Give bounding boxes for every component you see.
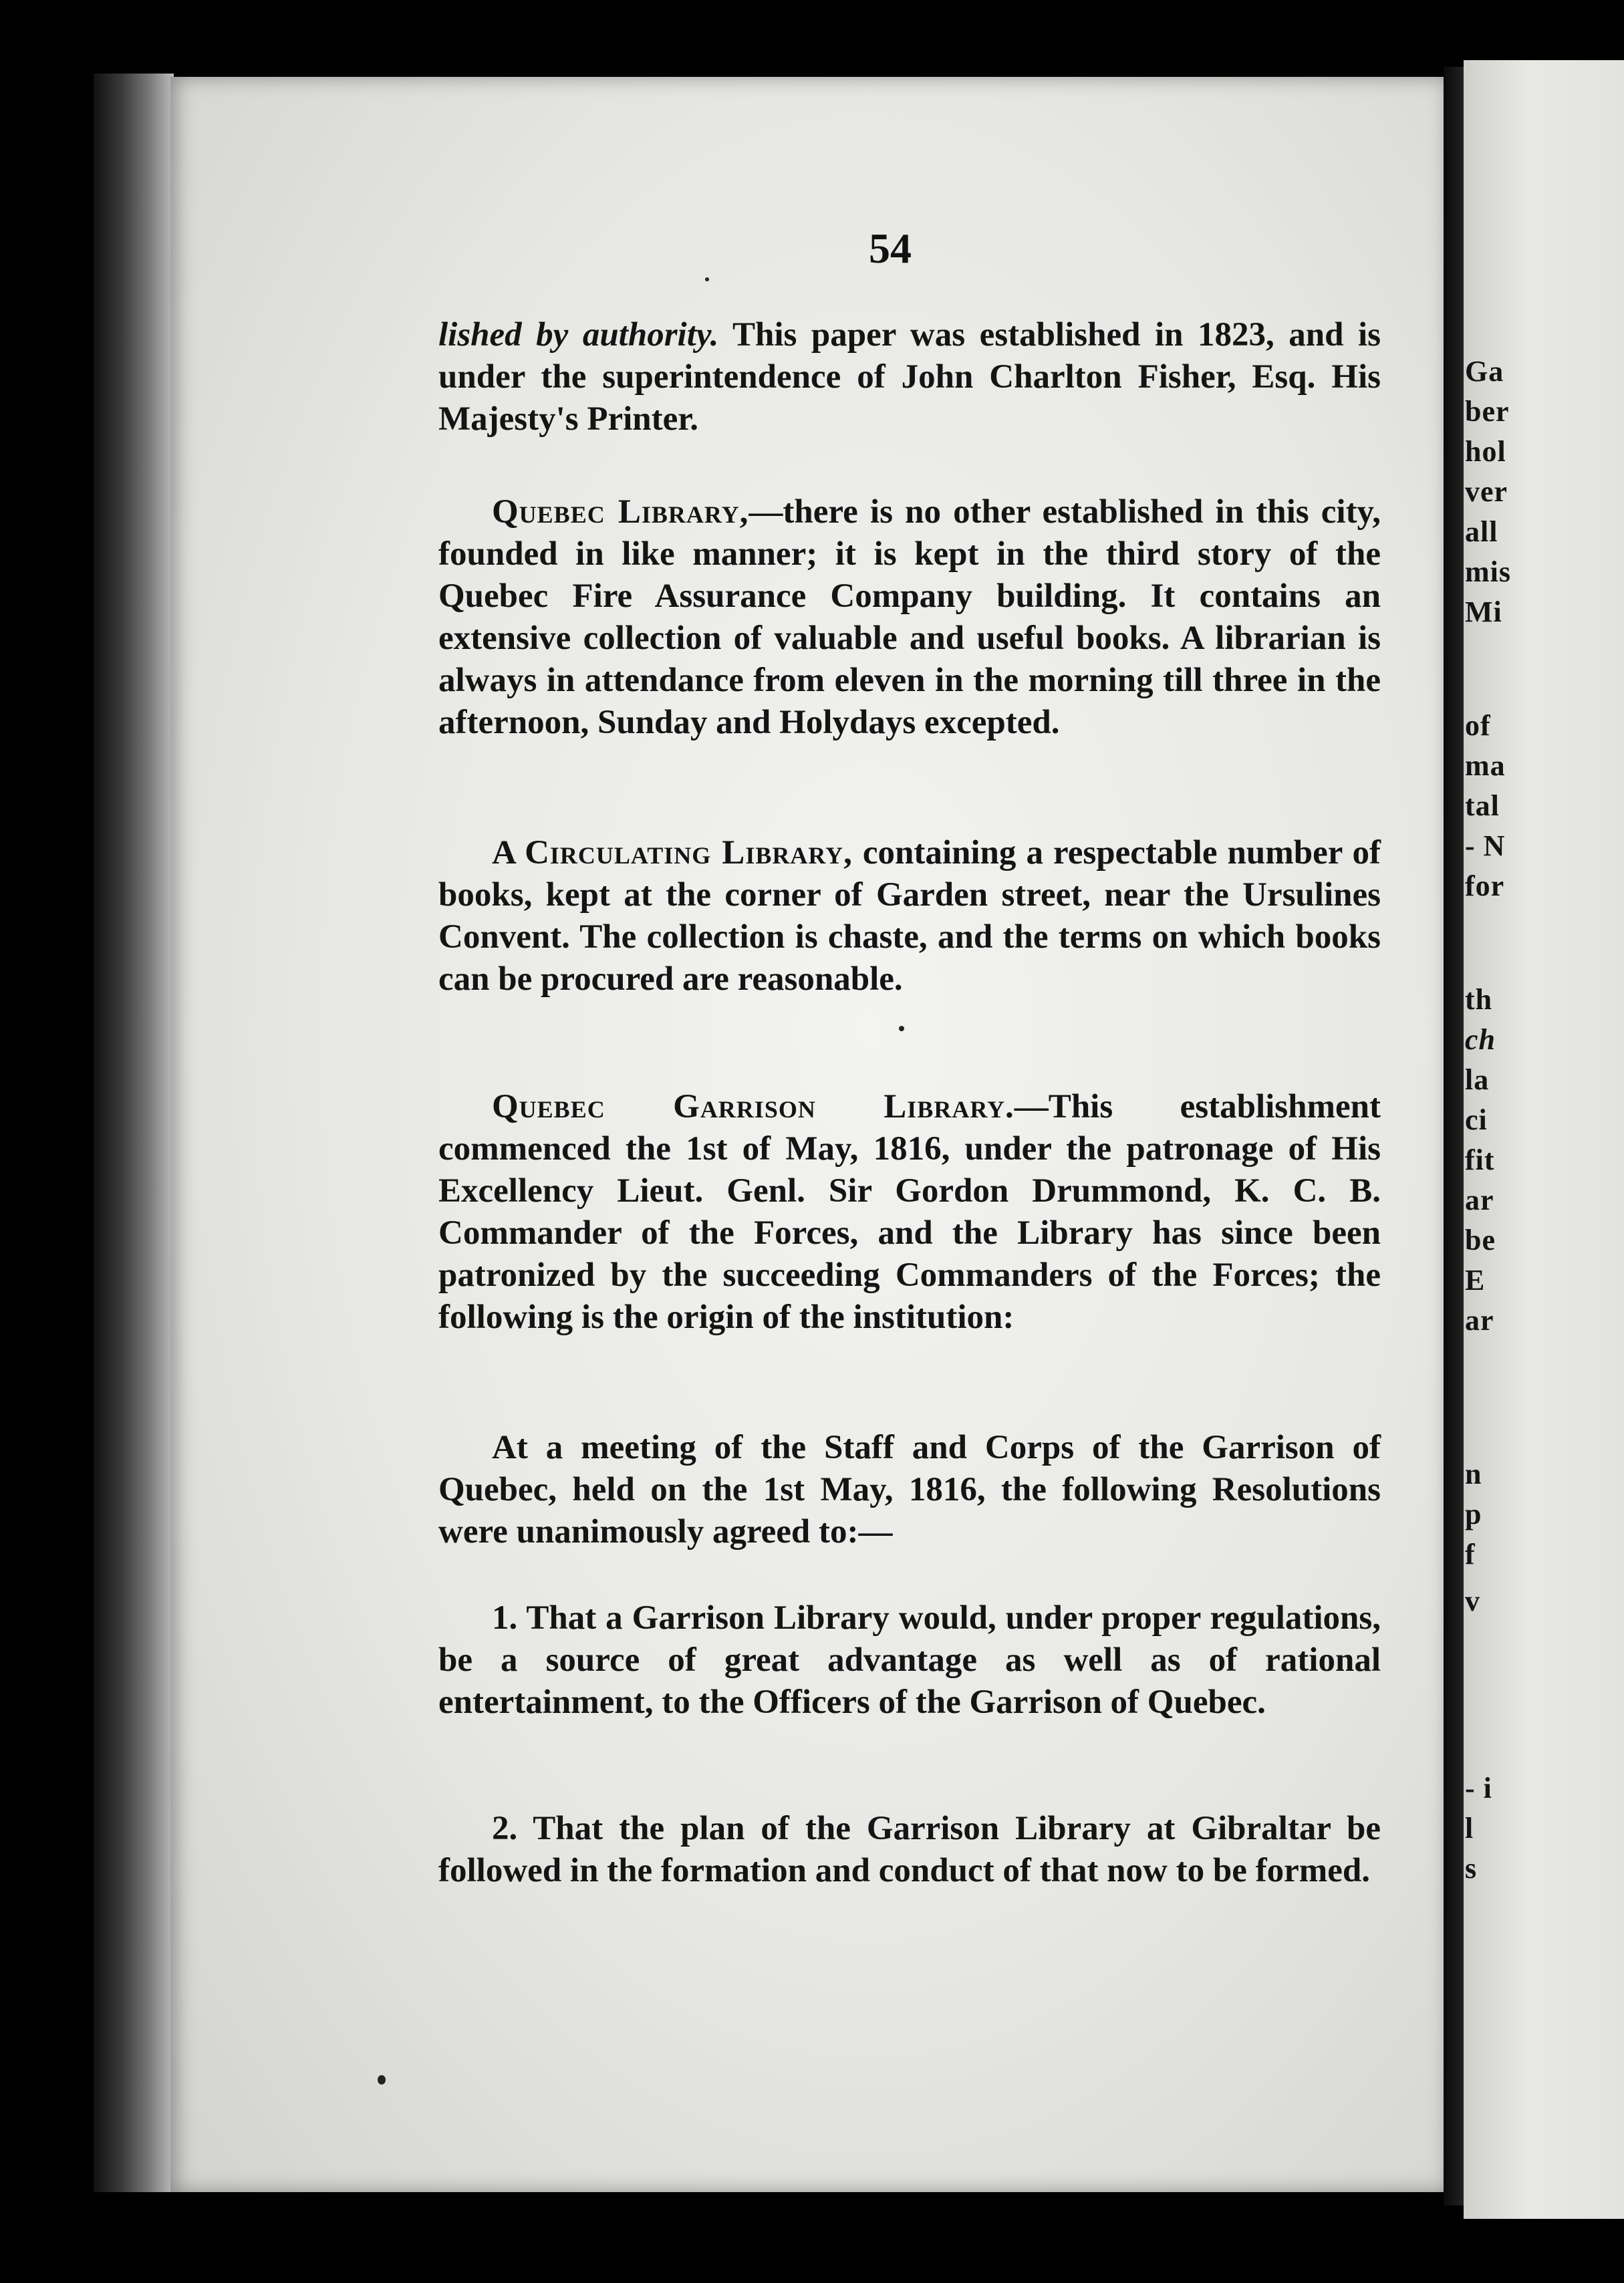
facing-line: ver <box>1465 475 1508 508</box>
paragraph-quebec-library <box>438 491 1381 744</box>
paragraph-garrison-library <box>438 1086 1381 1339</box>
paragraph-text: 2. That the plan of the Garrison Library at Gibraltar be followed in the formation and conduct of that now to be formed. <box>438 1810 1381 1889</box>
facing-line: E <box>1465 1264 1486 1297</box>
section-heading: Quebec Garrison Library. <box>492 1088 1014 1125</box>
paragraph-meeting <box>438 1427 1381 1553</box>
facing-line: ar <box>1465 1184 1494 1216</box>
facing-line: - N <box>1465 829 1506 862</box>
facing-line: la <box>1465 1063 1490 1096</box>
ink-speck <box>899 1026 904 1031</box>
facing-line: l <box>1465 1812 1474 1845</box>
facing-line: tal <box>1465 789 1500 822</box>
facing-line: ber <box>1465 395 1510 428</box>
paragraph-resolution-1 <box>438 1597 1381 1724</box>
facing-line: for <box>1465 869 1505 902</box>
page-gutter <box>1444 67 1464 2205</box>
facing-line: ma <box>1465 749 1506 782</box>
facing-line: be <box>1465 1224 1496 1256</box>
ink-speck <box>378 2075 386 2085</box>
paragraph-text: This paper was established in 1823, and is under the superintendence of John Charlton Fisher, Esq. His Majesty's Printer. <box>438 316 1381 438</box>
facing-line: th <box>1465 983 1493 1016</box>
facing-line: fit <box>1465 1144 1495 1176</box>
facing-line: hol <box>1465 435 1506 468</box>
facing-line: Ga <box>1465 355 1504 388</box>
paragraph-resolution-2 <box>438 1808 1381 1892</box>
facing-line: Mi <box>1465 595 1502 628</box>
facing-line: p <box>1465 1498 1482 1530</box>
paragraph-lead: A <box>492 834 525 871</box>
facing-line: ch <box>1465 1023 1496 1056</box>
ink-speck <box>705 277 709 281</box>
book-binding-edge <box>94 74 174 2192</box>
facing-line: ci <box>1465 1103 1488 1136</box>
paragraph-text: —there is no other established in this city, founded in like manner; it is kept in the third story of the Quebec Fire Assurance Company building. It contains an extensive collection of valuable and useful books. A librarian is always in attendance from eleven in the morning till three in the afternoon, Sunday and Holydays excepted. <box>438 493 1381 741</box>
facing-line: mis <box>1465 555 1511 588</box>
facing-line: f <box>1465 1538 1476 1571</box>
paragraph-text: 1. That a Garrison Library would, under proper regulations, be a source of great advantage as well as of rational entertainment, to the Officers of the Garrison of Quebec. <box>438 1599 1381 1721</box>
paragraph-text: containing a respectable number of books, kept at the corner of Garden street, near the Ursulines Convent. The collection is chaste, and the terms on which books can be procured are reasonable. <box>438 834 1381 998</box>
facing-line: v <box>1465 1585 1480 1617</box>
section-heading: Quebec Library, <box>492 493 749 531</box>
facing-page-fragment <box>1464 60 1624 2219</box>
facing-line: s <box>1465 1852 1478 1885</box>
page-number: 54 <box>869 225 912 272</box>
facing-line: ar <box>1465 1304 1494 1337</box>
paragraph-text: At a meeting of the Staff and Corps of the Garrison of Quebec, held on the 1st May, 1816, the following Resolutions were unanimously agreed to:— <box>438 1429 1381 1551</box>
paragraph-circulating-library <box>438 832 1381 1000</box>
facing-line: of <box>1465 709 1491 742</box>
italic-line-start: lished by authority. <box>438 316 719 354</box>
facing-line: all <box>1465 515 1498 548</box>
paragraph-text: —This establishment commenced the 1st of May, 1816, under the patronage of His Excellency Lieut. Genl. Sir Gordon Drummond, K. C. B. Commander of the Forces, and the Library has since been patronized by the succeeding Commanders of the Forces; the following is the origin of the institution: <box>438 1088 1381 1336</box>
facing-line: - i <box>1465 1772 1492 1804</box>
paragraph-newspaper <box>438 314 1381 440</box>
section-heading: Circulating Library, <box>525 834 853 871</box>
facing-line: n <box>1465 1458 1482 1490</box>
